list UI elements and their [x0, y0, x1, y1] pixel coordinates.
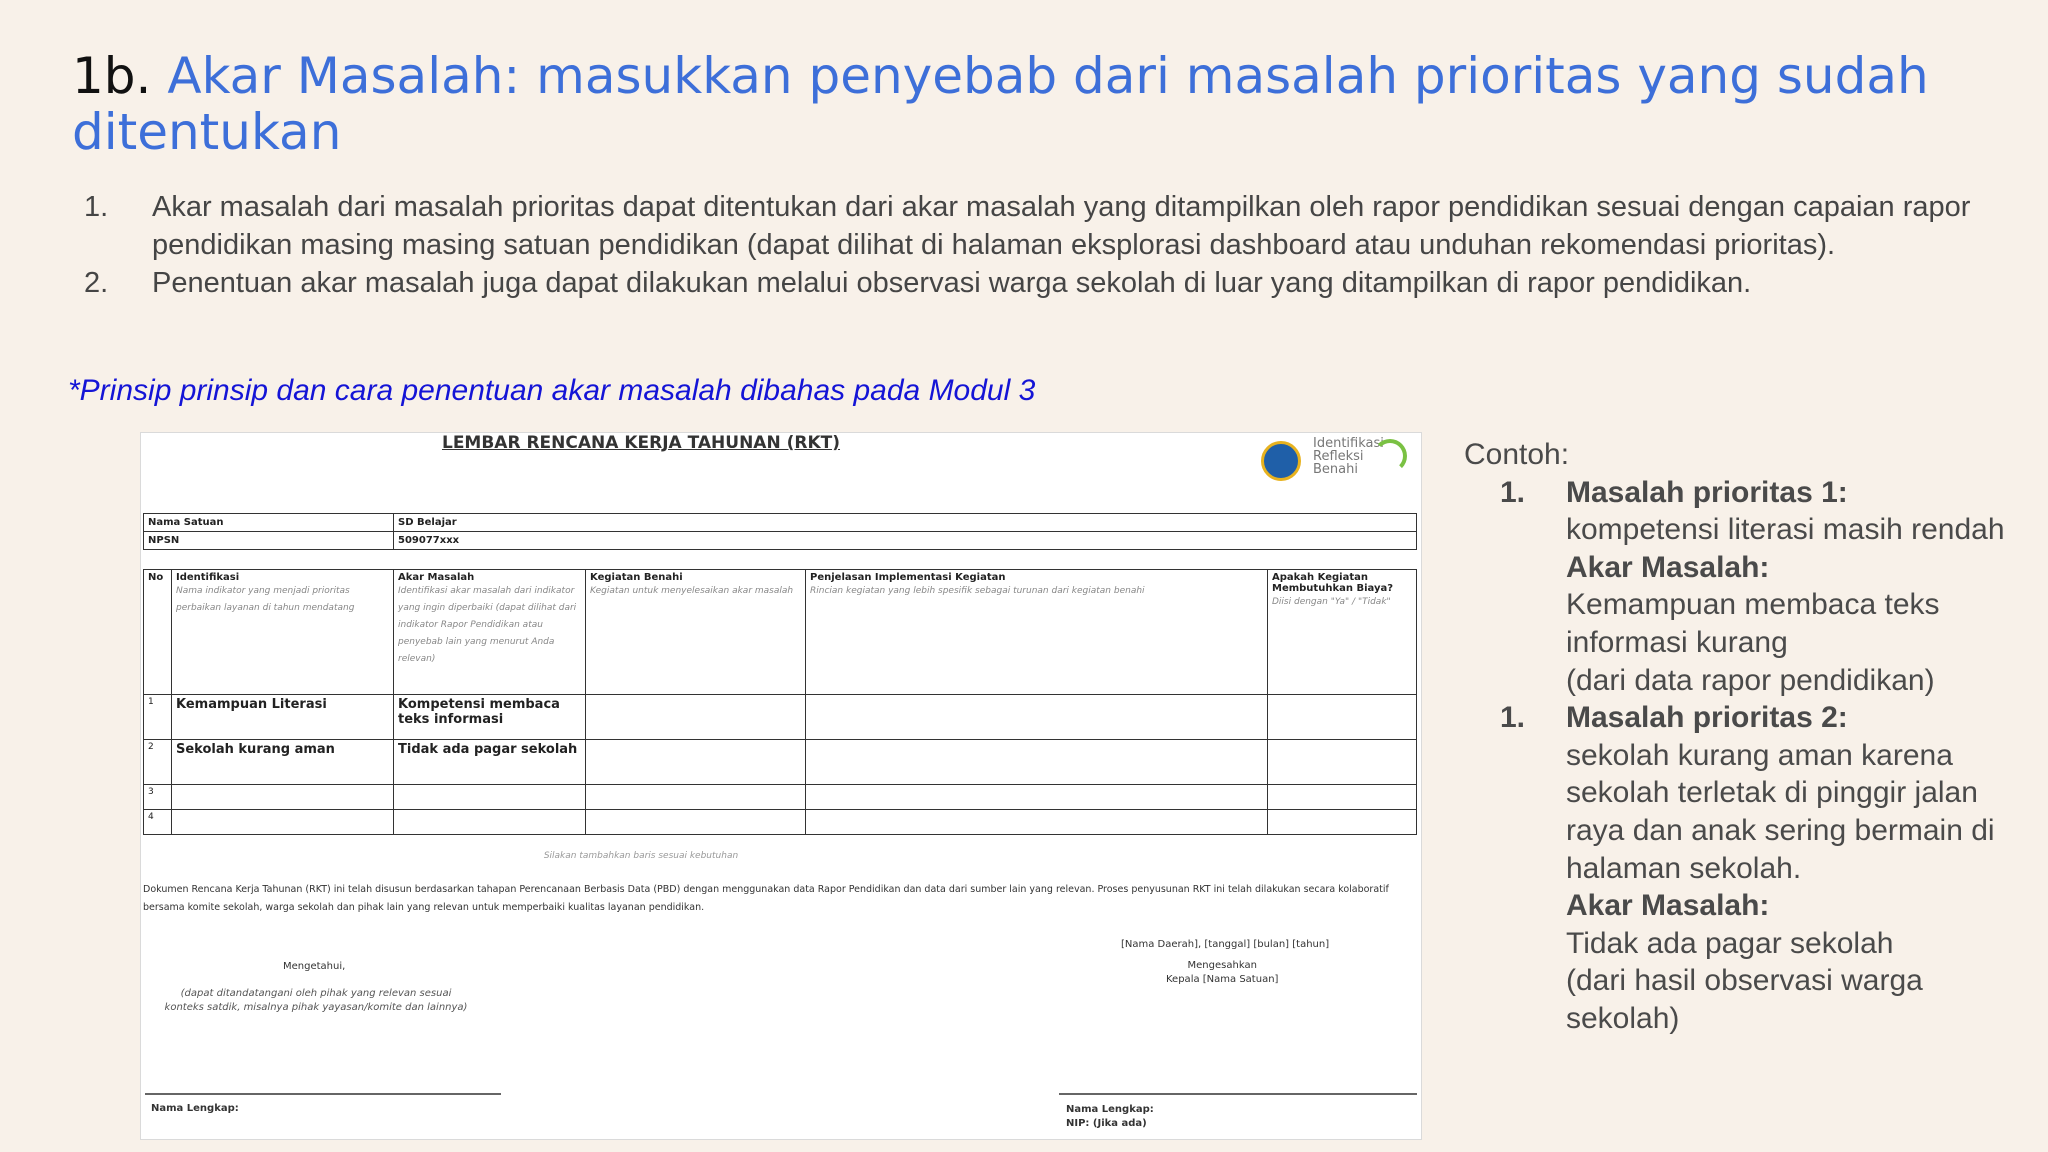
root-source: (dari hasil observasi warga sekolah): [1566, 964, 1923, 1035]
table-row: [144, 740, 1417, 785]
table-row: [144, 785, 1417, 810]
row-akar-masalah: [394, 810, 586, 835]
info-row: [144, 532, 1417, 550]
col-header: Akar Masalah Identifikasi akar masalah dari indikator yang ingin diperbaiki (dapat dilihat dari indikator Rapor Pendidikan atau penyebab lain yang menurut Anda relevan): [394, 570, 586, 695]
example-heading: Contoh:: [1464, 438, 1570, 471]
kemdikbud-logo: [1261, 437, 1411, 487]
info-value: 509077xxx: [394, 532, 1417, 550]
seal-icon: [1261, 441, 1301, 481]
title-text: Akar Masalah: masukkan penyebab dari masalah prioritas yang sudah ditentukan: [72, 47, 1929, 161]
row-identifikasi: Kemampuan Literasi: [172, 695, 394, 740]
col-header: Penjelasan Implementasi Kegiatan Rincian kegiatan yang lebih spesifik sebagai turunan dari kegiatan benahi: [806, 570, 1268, 695]
table-header-row: [144, 570, 1417, 695]
guidance-list: [72, 188, 1972, 302]
row-cell: [586, 785, 806, 810]
problem-text: sekolah kurang aman karena sekolah terletak di pinggir jalan raya dan anak sering bermain di halaman sekolah.: [1566, 738, 1995, 885]
row-identifikasi: Sekolah kurang aman: [172, 740, 394, 785]
row-identifikasi: [172, 810, 394, 835]
guidance-item: [72, 264, 1972, 302]
form-place-date: [Nama Daerah], [tanggal] [bulan] [tahun]: [1121, 939, 1330, 950]
row-cell: [1268, 695, 1417, 740]
guidance-text: Akar masalah dari masalah prioritas dapat ditentukan dari akar masalah yang ditampilkan oleh rapor pendidikan sesuai dengan capaian rapor pendidikan masing masing satuan pendidikan (dapat dilihat di halaman eksplorasi dashboard atau unduhan rekomendasi prioritas).: [152, 191, 1971, 261]
form-info-table: [143, 513, 1417, 550]
row-akar-masalah: [394, 785, 586, 810]
guidance-number: 2.: [84, 267, 109, 299]
root-source: (dari data rapor pendidikan): [1566, 663, 1935, 697]
table-row: [144, 810, 1417, 835]
info-row: [144, 514, 1417, 532]
example-panel: [1464, 436, 2024, 1038]
form-acknowledged-note: (dapat ditandatangani oleh pihak yang relevan sesuai konteks satdik, misalnya pihak yayasan/komite dan lainnya): [164, 988, 468, 1013]
guidance-item: [72, 188, 1972, 264]
arc-icon: [1373, 439, 1407, 473]
rkt-table: [143, 569, 1417, 835]
row-cell: [806, 810, 1268, 835]
example-item: [1464, 474, 2024, 700]
row-cell: [806, 695, 1268, 740]
root-text: Tidak ada pagar sekolah: [1566, 926, 1894, 960]
row-cell: [1268, 740, 1417, 785]
row-number: 1: [144, 695, 172, 740]
col-header: Kegiatan Benahi Kegiatan untuk menyelesaikan akar masalah: [586, 570, 806, 695]
form-approval: Mengesahkan Kepala [Nama Satuan]: [1166, 960, 1279, 985]
info-label: Nama Satuan: [144, 514, 394, 532]
row-akar-masalah: Tidak ada pagar sekolah: [394, 740, 586, 785]
row-cell: [586, 695, 806, 740]
guidance-text: Penentuan akar masalah juga dapat dilakukan melalui observasi warga sekolah di luar yang ditampilkan di rapor pendidikan.: [152, 267, 1752, 299]
module-note: *Prinsip prinsip dan cara penentuan akar masalah dibahas pada Modul 3: [68, 374, 1036, 407]
row-cell: [586, 740, 806, 785]
row-akar-masalah: Kompetensi membaca teks informasi: [394, 695, 586, 740]
signature-line-left: [145, 1093, 501, 1095]
row-cell: [586, 810, 806, 835]
example-number: 1.: [1500, 475, 1526, 509]
example-item: [1464, 699, 2024, 1037]
problem-label: Masalah prioritas 2:: [1566, 701, 1848, 735]
col-header: Identifikasi Nama indikator yang menjadi prioritas perbaikan layanan di tahun mendatang: [172, 570, 394, 695]
signature-name-left: Nama Lengkap:: [151, 1103, 239, 1114]
title-prefix: 1b.: [72, 47, 152, 105]
root-label: Akar Masalah:: [1566, 889, 1770, 923]
row-identifikasi: [172, 785, 394, 810]
col-header: Apakah Kegiatan Membutuhkan Biaya? Diisi dengan "Ya" / "Tidak": [1268, 570, 1417, 695]
row-cell: [1268, 785, 1417, 810]
form-acknowledged: Mengetahui,: [283, 961, 346, 972]
slide-title: [72, 48, 1972, 160]
form-paragraph: Dokumen Rencana Kerja Tahunan (RKT) ini telah disusun berdasarkan tahapan Perencanaan Berbasis Data (PBD) dengan menggunakan data Rapor Pendidikan dan data dari sumber lain yang relevan. Proses penyusunan RKT ini telah dilakukan secara kolaboratif bersama komite sekolah, warga sekolah dan pihak lain yang relevan untuk memperbaiki kualitas layanan pendidikan.: [143, 884, 1389, 913]
row-number: 3: [144, 785, 172, 810]
row-cell: [806, 740, 1268, 785]
problem-label: Masalah prioritas 1:: [1566, 475, 1848, 509]
logo-text: Identifikasi Refleksi Benahi: [1313, 436, 1384, 477]
row-cell: [1268, 810, 1417, 835]
rkt-form-image: [140, 432, 1422, 1140]
row-number: 4: [144, 810, 172, 835]
example-number: 1.: [1500, 701, 1526, 735]
info-label: NPSN: [144, 532, 394, 550]
col-header: No: [144, 570, 172, 695]
form-caption: Silakan tambahkan baris sesuai kebutuhan: [543, 851, 739, 861]
table-row: [144, 695, 1417, 740]
info-value: SD Belajar: [394, 514, 1417, 532]
row-cell: [806, 785, 1268, 810]
signature-line-right: [1059, 1093, 1417, 1095]
row-number: 2: [144, 740, 172, 785]
root-label: Akar Masalah:: [1566, 550, 1770, 584]
signature-name-right: Nama Lengkap: NIP: (Jika ada): [1066, 1104, 1154, 1129]
form-title: LEMBAR RENCANA KERJA TAHUNAN (RKT): [441, 433, 841, 453]
problem-text: kompetensi literasi masih rendah: [1566, 513, 2005, 547]
example-list: [1464, 474, 2024, 1038]
root-text: Kemampuan membaca teks informasi kurang: [1566, 588, 1940, 659]
guidance-number: 1.: [84, 191, 109, 223]
